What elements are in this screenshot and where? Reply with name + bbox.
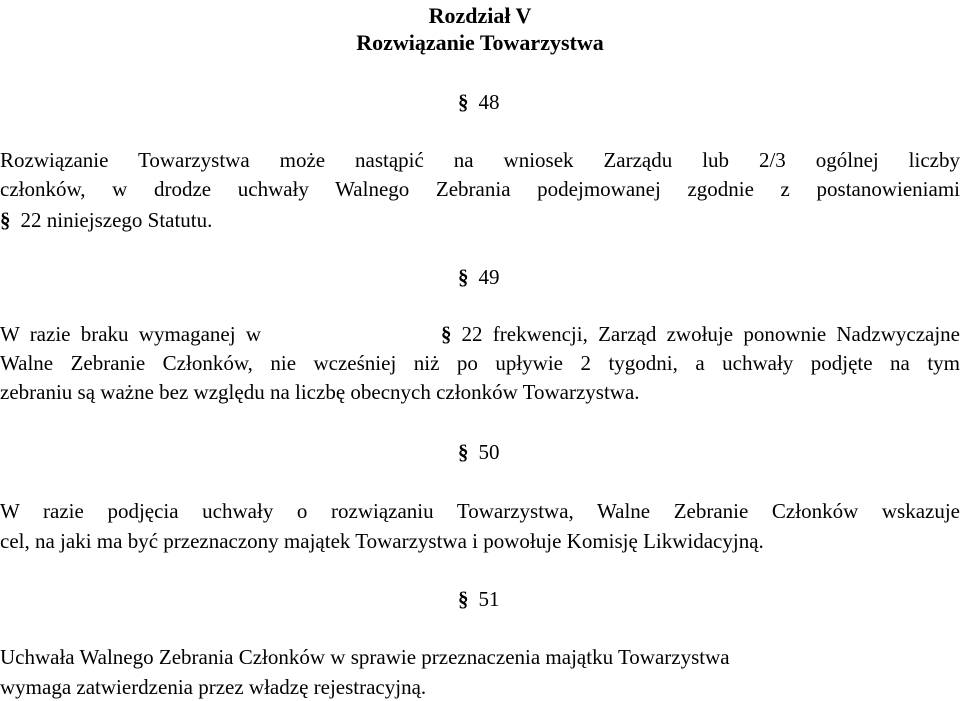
section-symbol: §	[458, 440, 469, 464]
paragraph-line: cel, na jaki ma być przeznaczony majątek Towarzystwa i powołuje Komisję Likwidacyjną.	[0, 529, 764, 553]
section-symbol: §	[0, 208, 11, 232]
section-number: 48	[478, 90, 500, 114]
paragraph-line	[0, 206, 212, 234]
section-number: 50	[478, 440, 500, 464]
paragraph-line: W razie podjęcia uchwały o rozwiązaniu Towarzystwa, Walne Zebranie Członków wskazuje	[0, 499, 960, 523]
paragraph-line-text: 22 niniejszego Statutu.	[20, 208, 213, 232]
chapter-title	[0, 2, 960, 29]
paragraph-line: zebraniu są ważne bez względu na liczbę obecnych członków Towarzystwa.	[0, 380, 640, 404]
section-symbol: §	[458, 587, 469, 611]
chapter-subtitle-text: Rozwiązanie Towarzystwa	[356, 30, 604, 55]
section-symbol: §	[458, 265, 469, 289]
paragraph-line: wymaga zatwierdzenia przez władzę rejestracyjną.	[0, 675, 427, 699]
section-heading-50	[458, 440, 500, 464]
paragraph-line	[0, 320, 960, 348]
section-heading-48	[458, 90, 500, 114]
section-symbol: §	[458, 90, 469, 114]
section-heading-49	[458, 265, 500, 289]
paragraph-line: Uchwała Walnego Zebrania Członków w sprawie przeznaczenia majątku Towarzystwa	[0, 645, 730, 669]
paragraph-line-text	[441, 320, 960, 348]
paragraph-line: Walne Zebranie Członków, nie wcześniej niż po upływie 2 tygodni, a uchwały podjęte na tym	[0, 351, 960, 375]
paragraph-line-text-rest: 22 frekwencji, Zarząd zwołuje ponownie Nadzwyczajne	[461, 322, 960, 346]
section-heading-51	[458, 587, 500, 611]
section-number: 49	[478, 265, 500, 289]
paragraph-line: Rozwiązanie Towarzystwa może nastąpić na wniosek Zarządu lub 2/3 ogólnej liczby	[0, 148, 960, 172]
chapter-title-text: Rozdział V	[428, 3, 532, 28]
paragraph-line: członków, w drodze uchwały Walnego Zebrania podejmowanej zgodnie z postanowieniami	[0, 177, 960, 201]
chapter-subtitle	[0, 29, 960, 56]
paragraph-line-text: W razie braku wymaganej w	[0, 322, 262, 346]
section-number: 51	[478, 587, 500, 611]
section-symbol: §	[441, 322, 452, 346]
